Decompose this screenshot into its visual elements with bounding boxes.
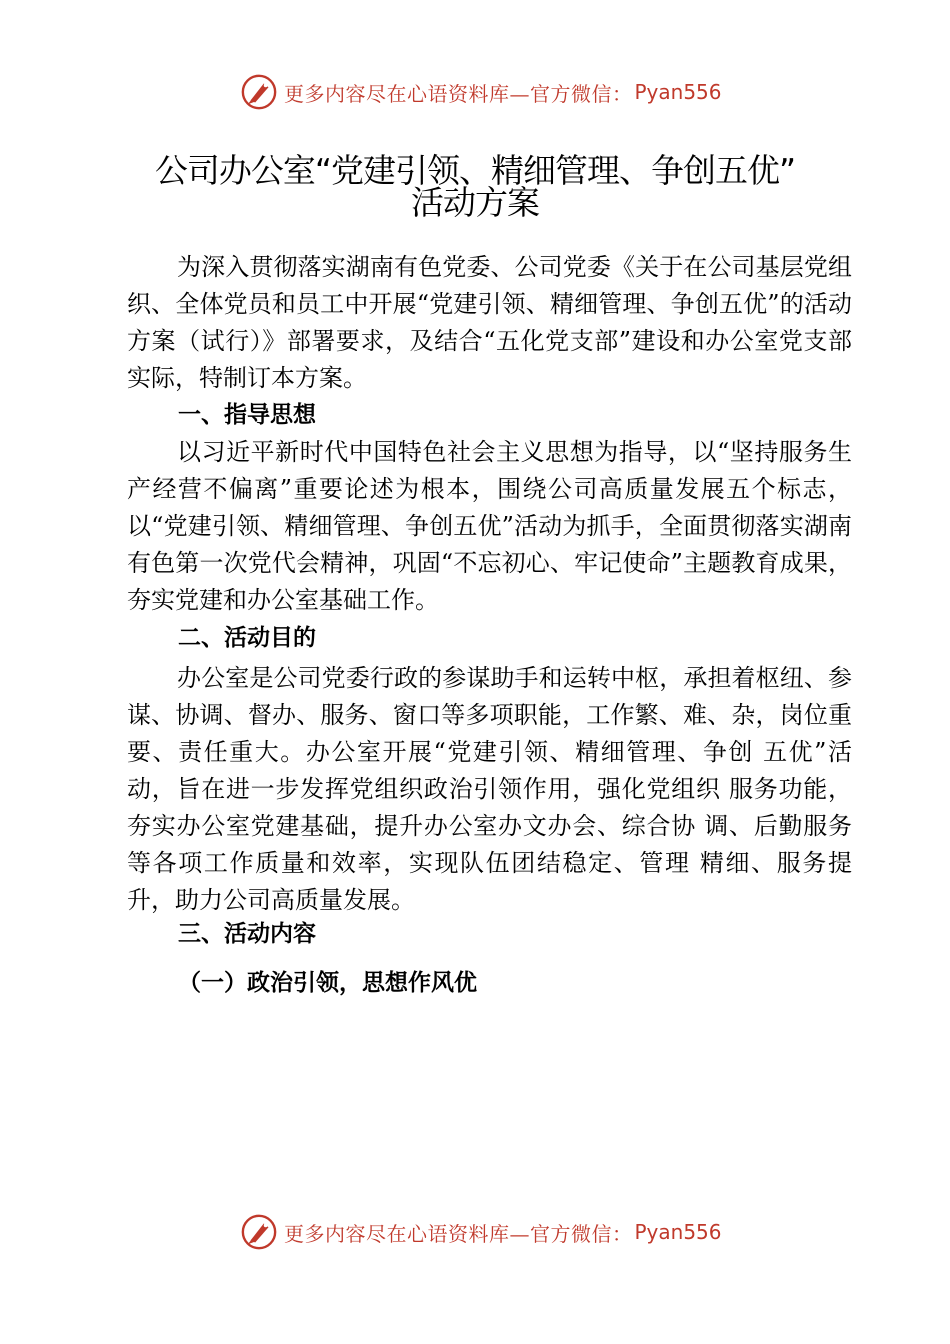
watermark-text: 更多内容尽在心语资料库—官方微信： [284, 1221, 633, 1246]
subsection-heading-political-leadership: （一）政治引领，思想作风优 [178, 970, 477, 996]
document-title-line1: 公司办公室“党建引领、精细管理、争创五优” [154, 151, 796, 190]
watermark-wechat-id: Pyan556 [634, 1220, 722, 1244]
section-heading-content: 三、活动内容 [178, 921, 316, 947]
section-body-guiding-ideology: 以习近平新时代中国特色社会主义思想为指导，以“坚持服务生产经营不偏离”重要论述为根本，围绕公司高质量发展五个标志，以“党建引领、精细管理、争创五优”活动为抓手，全面贯彻落实湖南有色第一次党代会精神，巩固“不忘初心、牢记使命”主题教育成果，夯实党建和办公室基础工作。 [127, 438, 852, 614]
section-heading-purpose: 二、活动目的 [178, 625, 316, 651]
pen-nib-logo-icon [240, 73, 278, 111]
section-heading-guiding-ideology: 一、指导思想 [178, 402, 316, 428]
watermark-wechat-id: Pyan556 [634, 80, 722, 104]
section-body-purpose: 办公室是公司党委行政的参谋助手和运转中枢，承担着枢纽、参谋、协调、督办、服务、窗口等多项职能，工作繁、难、杂，岗位重要、责任重大。办公室开展“党建引领、精细管理、争创 五优”活动，旨在进一步发挥党组织政治引领作用，强化党组织 服务功能，夯实办公室党建基础，提升办公室办文办会、综合协 调、后勤服务等各项工作质量和效率，实现队伍团结稳定、管理 精细、服务提升，助力公司高质量发展。 [127, 664, 852, 914]
watermark-header [240, 72, 760, 112]
document-title-line2: 活动方案 [411, 183, 539, 222]
pen-nib-logo-icon [240, 1213, 278, 1251]
watermark-text: 更多内容尽在心语资料库—官方微信： [284, 81, 633, 106]
watermark-footer [240, 1212, 760, 1252]
intro-paragraph: 为深入贯彻落实湖南有色党委、公司党委《关于在公司基层党组织、全体党员和员工中开展“党建引领、精细管理、争创五优”的活动方案（试行）》部署要求，及结合“五化党支部”建设和办公室党支部实际，特制订本方案。 [127, 253, 852, 392]
